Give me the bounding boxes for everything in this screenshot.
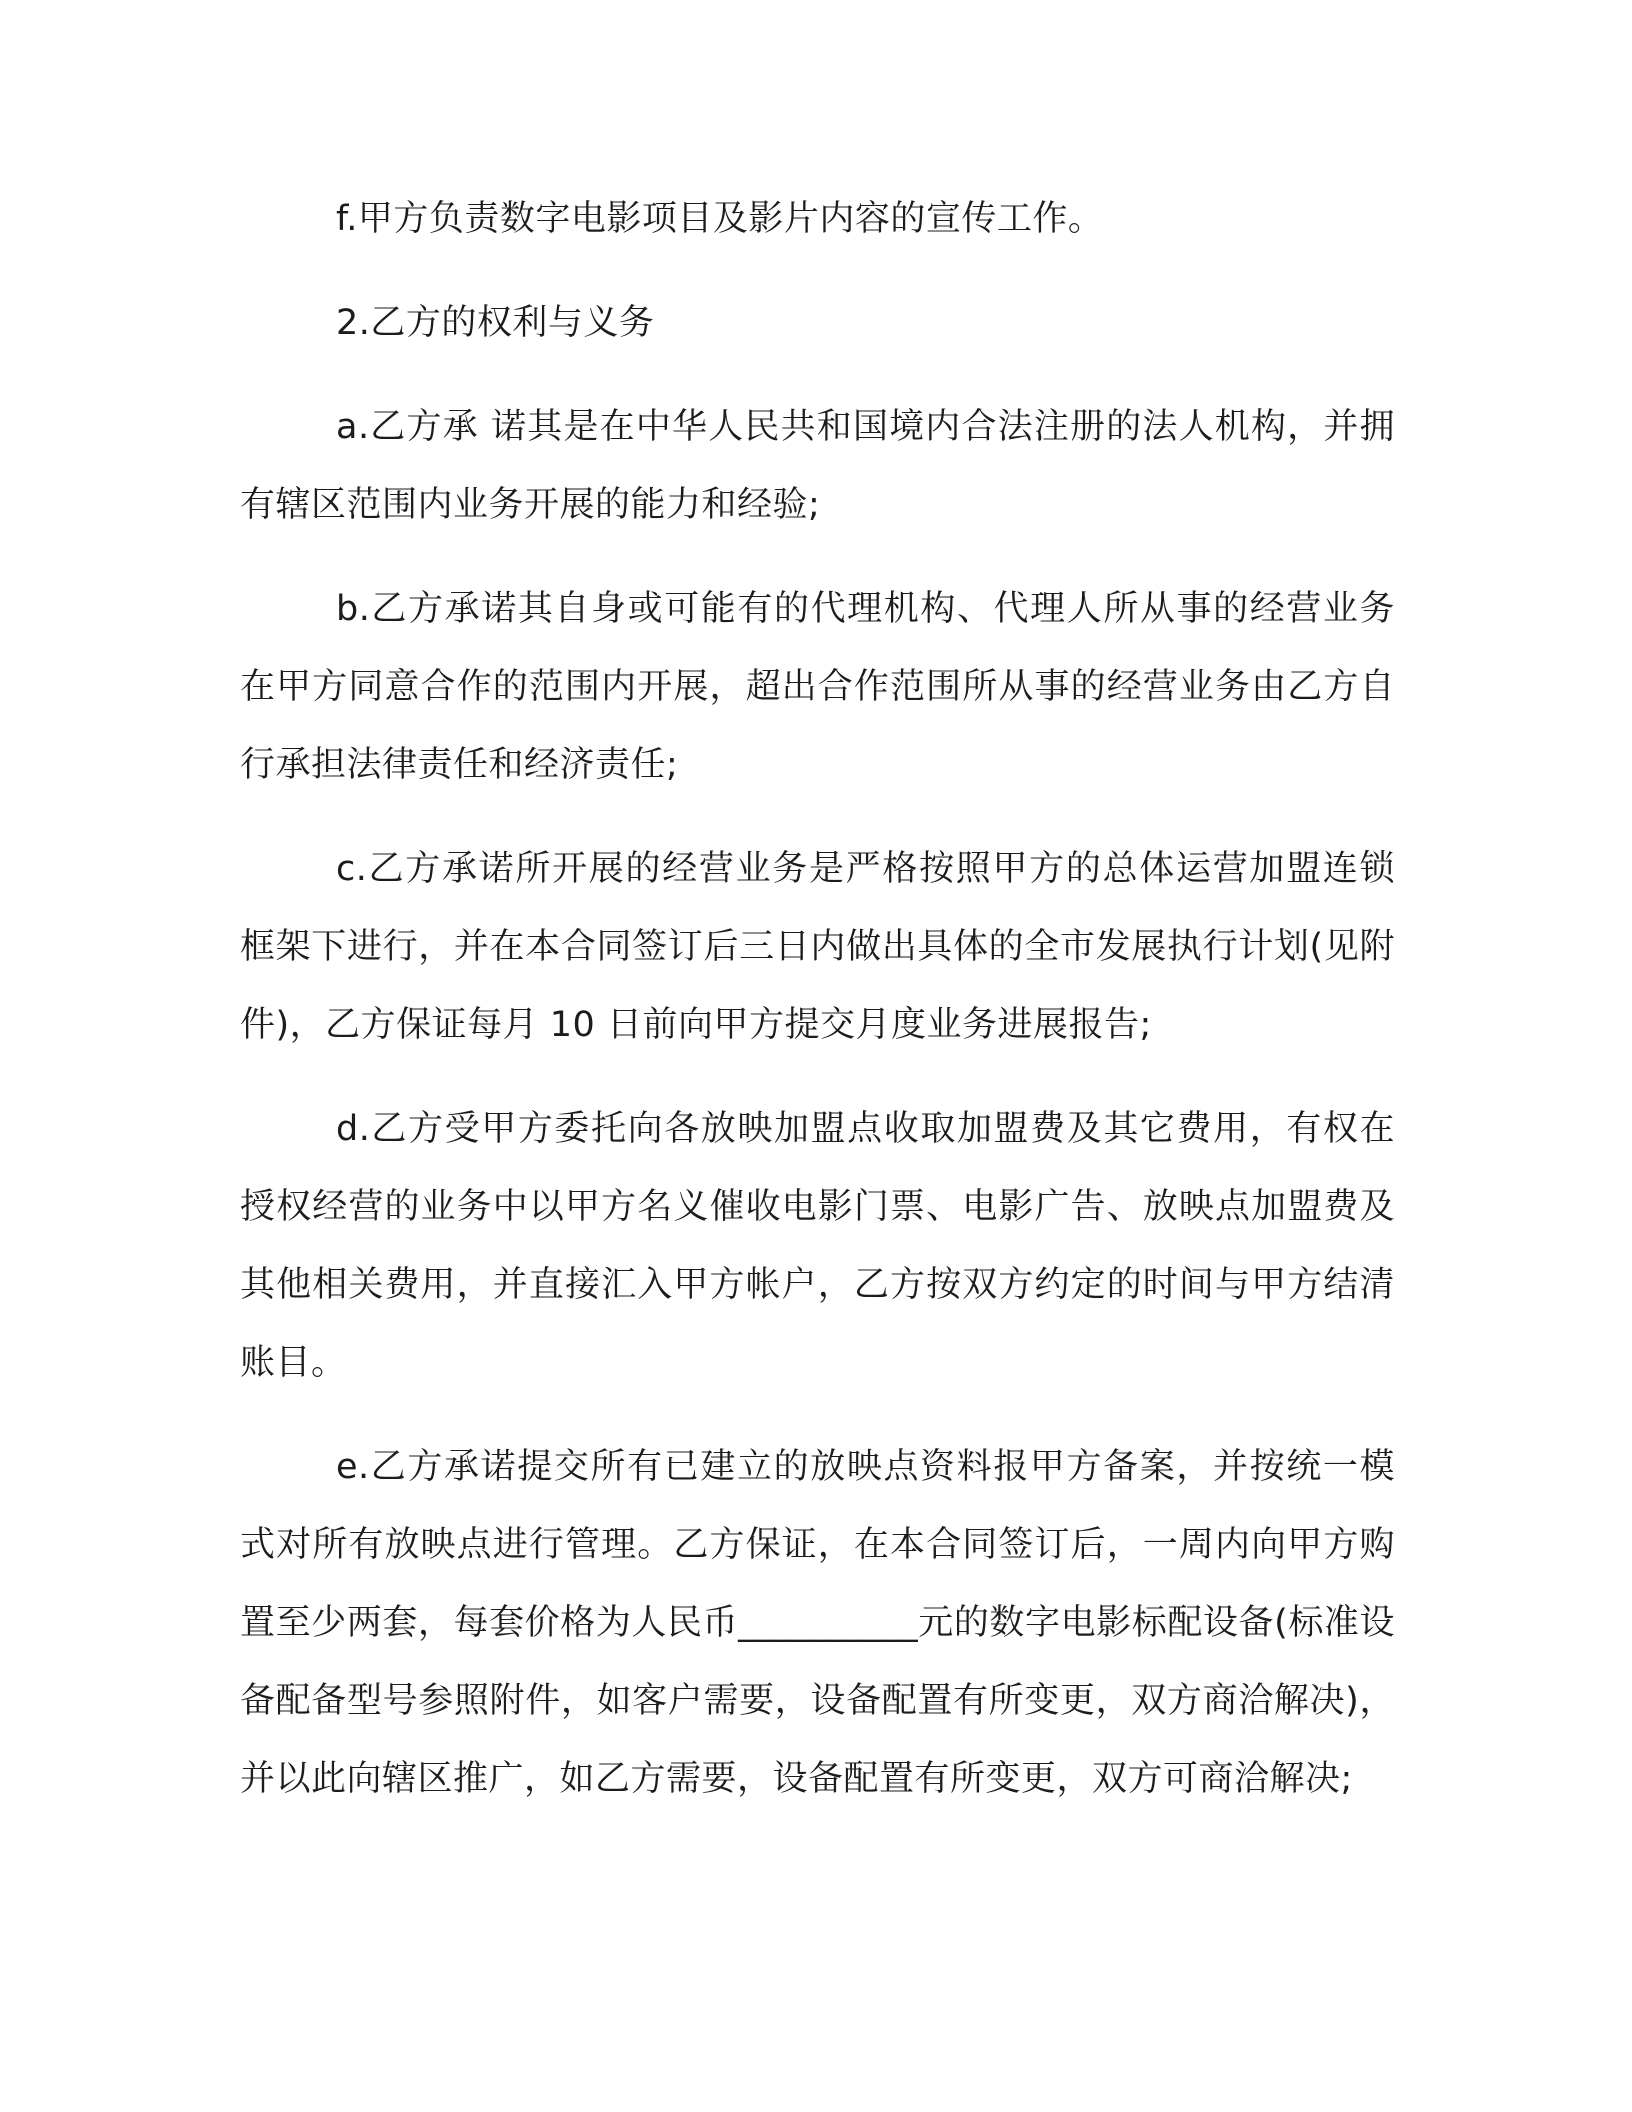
paragraph-b-business-scope: b.乙方承诺其自身或可能有的代理机构、代理人所从事的经营业务在甲方同意合作的范围内开展，超出合作范围所从事的经营业务由乙方自行承担法律责任和经济责任; [240,589,1395,785]
document-body [240,180,1395,1818]
paragraph-f-publicity: f.甲方负责数字电影项目及影片内容的宣传工作。 [336,199,1104,239]
paragraph-e-equipment-purchase: e.乙方承诺提交所有已建立的放映点资料报甲方备案，并按统一模式对所有放映点进行管理。乙方保证，在本合同签订后，一周内向甲方购置至少两套，每套价格为人民币__________元的数字电影标配设备(标准设备配备型号参照附件，如客户需要，设备配置有所变更，双方商洽解决)，并以此向辖区推广，如乙方需要，设备配置有所变更，双方可商洽解决; [240,1447,1395,1799]
section-heading-party-b-rights: 2.乙方的权利与义务 [336,303,655,343]
paragraph-d-fee-collection: d.乙方受甲方委托向各放映加盟点收取加盟费及其它费用，有权在授权经营的业务中以甲方名义催收电影门票、电影广告、放映点加盟费及其他相关费用，并直接汇入甲方帐户，乙方按双方约定的时间与甲方结清账目。 [240,1109,1395,1383]
paragraph-c-operation-plan: c.乙方承诺所开展的经营业务是严格按照甲方的总体运营加盟连锁框架下进行，并在本合同签订后三日内做出具体的全市发展执行计划(见附件)，乙方保证每月 10 日前向甲方提交月度业务进展报告; [240,849,1395,1045]
paragraph-a-legal-entity: a.乙方承 诺其是在中华人民共和国境内合法注册的法人机构，并拥有辖区范围内业务开展的能力和经验; [240,407,1395,525]
